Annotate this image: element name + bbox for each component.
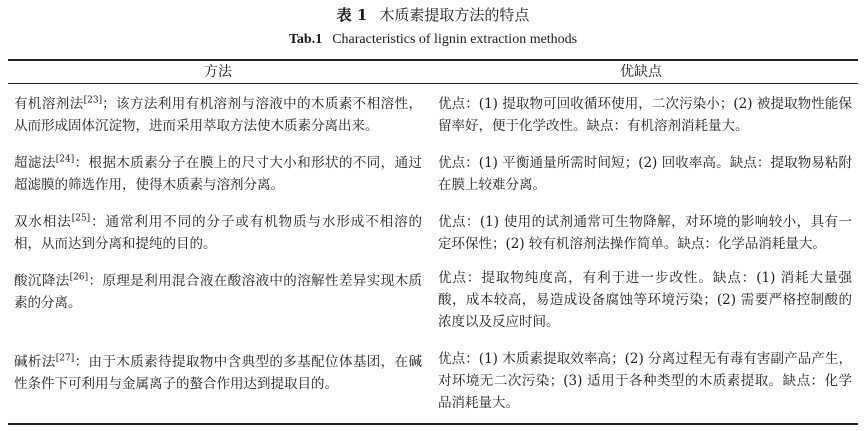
citation: [26] (69, 272, 89, 283)
table-row-4-pros-cons: 优点：提取物纯度高，有利于进一步改性。缺点：(1) 消耗大量强酸，成本较高，易造成设备腐蚀等环境污染；(2) 需要严格控制酸的浓度以及反应时间。 (438, 270, 852, 330)
header-pros-cons: 优缺点 (620, 64, 662, 80)
table-row-1-pros-cons: 优点：(1) 提取物可回收循环使用，二次污染小；(2) 被提取物性能保留率好，便于化学改性。缺点：有机溶剂消耗量大。 (438, 96, 852, 134)
table-caption-cn (0, 4, 866, 26)
method-description: ：原理是利用混合液在酸溶液中的溶解性差异实现木质素的分离。 (14, 273, 423, 311)
method-description: ：通常利用不同的分子或有机物质与水形成不相溶的相，从而达到分离和提纯的目的。 (14, 214, 423, 252)
table-label-cn: 表 1 (336, 6, 368, 24)
table-title-cn: 木质素提取方法的特点 (379, 6, 530, 24)
table-title-en: Characteristics of lignin extraction methods (332, 32, 578, 47)
table-row-5-pros-cons: 优点：(1) 木质素提取效率高；(2) 分离过程无有毒有害副产品产生，对环境无二次污染；(3) 适用于各种类型的木质素提取。缺点：化学品消耗量大。 (438, 351, 852, 411)
method-description: ：由于木质素待提取物中含典型的多基配位体基团，在碱性条件下可利用与金属离子的螯合作用达到提取目的。 (14, 354, 422, 392)
citation: [23] (83, 95, 103, 106)
method-description: ；该方法利用有机溶剂与溶液中的木质素不相溶性，从而形成固体沉淀物，进而采用萃取方法使木质素分离出来。 (14, 96, 423, 134)
method-name: 双水相法 (14, 214, 72, 230)
table-row-2-method (14, 152, 422, 196)
table-row-1-method (14, 93, 422, 137)
table-row-2-pros-cons: 优点：(1) 平衡通量所需时间短；(2) 回收率高。缺点：提取物易粘附在膜上较难分离。 (438, 155, 852, 193)
header-method: 方法 (204, 64, 232, 80)
citation: [25] (71, 213, 91, 224)
table-row-3-method (14, 211, 422, 255)
table-row-4-method (14, 270, 422, 314)
table-row-5-method (14, 351, 422, 395)
method-name: 碱析法 (14, 354, 56, 370)
method-name: 酸沉降法 (14, 273, 70, 289)
citation: [24] (55, 154, 75, 165)
method-name: 有机溶剂法 (14, 96, 84, 112)
table-bottom-rule (8, 423, 858, 425)
method-name: 超滤法 (14, 155, 56, 171)
citation: [27] (55, 353, 75, 364)
method-description: ：根据木质素分子在膜上的尺寸大小和形状的不同，通过超滤膜的筛选作用，使得木质素与溶剂分离。 (14, 155, 422, 193)
table-caption-en (0, 30, 866, 50)
table-label-en: Tab.1 (288, 32, 323, 47)
table-row-3-pros-cons: 优点：(1) 使用的试剂通常可生物降解，对环境的影响较小，具有一定环保性；(2) 较有机溶剂法操作简单。缺点：化学品消耗量大。 (438, 214, 852, 252)
table-header-rule (8, 83, 858, 84)
